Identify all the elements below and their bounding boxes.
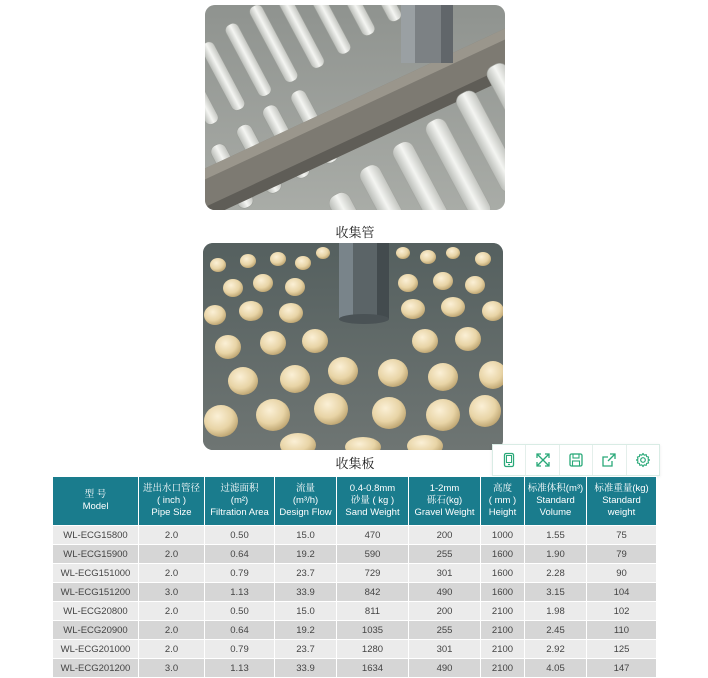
table-cell: 0.79 — [205, 564, 275, 583]
save-image-button[interactable] — [560, 445, 593, 475]
table-cell: WL-ECG151000 — [53, 564, 139, 583]
table-cell: 0.64 — [205, 545, 275, 564]
table-cell: 15.0 — [275, 526, 337, 545]
table-cell: 4.05 — [525, 659, 587, 678]
collector-pipes-image — [205, 5, 505, 210]
column-header — [337, 477, 409, 526]
column-header-en: Standard — [536, 495, 575, 506]
share-button[interactable] — [593, 445, 626, 475]
column-header — [587, 477, 657, 526]
table-row — [53, 621, 657, 640]
table-cell: 2.45 — [525, 621, 587, 640]
column-header-cn: 进出水口管径 — [142, 483, 200, 494]
table-cell: 33.9 — [275, 583, 337, 602]
table-row — [53, 564, 657, 583]
table-cell: 110 — [587, 621, 657, 640]
specification-table — [52, 476, 657, 678]
table-cell: 3.0 — [139, 583, 205, 602]
column-header-cn: 标准体积(m³) — [527, 483, 584, 494]
table-cell: 301 — [409, 564, 481, 583]
table-cell: 19.2 — [275, 545, 337, 564]
column-header-cn: 高度 — [492, 483, 512, 494]
column-header-en: 砾石(kg) — [426, 495, 463, 506]
column-header-en: (m²) — [230, 495, 249, 506]
column-header-en: ( mm ) — [488, 495, 517, 506]
column-header — [481, 477, 525, 526]
image-toolbar — [492, 444, 660, 476]
table-cell: 2.0 — [139, 526, 205, 545]
table-cell: 255 — [409, 621, 481, 640]
table-cell: 1.98 — [525, 602, 587, 621]
save-icon — [568, 452, 584, 468]
share-icon — [601, 452, 617, 468]
table-cell: WL-ECG20900 — [53, 621, 139, 640]
table-cell: 2.0 — [139, 564, 205, 583]
table-cell: 2100 — [481, 602, 525, 621]
table-cell: 200 — [409, 602, 481, 621]
column-header-en: (m³/h) — [292, 495, 319, 506]
settings-button[interactable] — [627, 445, 659, 475]
table-row — [53, 583, 657, 602]
table-cell: 1600 — [481, 564, 525, 583]
column-header-en: Sand Weight — [345, 507, 400, 518]
table-cell: 2.0 — [139, 602, 205, 621]
column-header-cn: 过滤面积 — [220, 483, 259, 494]
table-cell: 1000 — [481, 526, 525, 545]
table-body — [53, 526, 657, 678]
table-cell: 1035 — [337, 621, 409, 640]
table-cell: 2.28 — [525, 564, 587, 583]
table-cell: 200 — [409, 526, 481, 545]
table-cell: 90 — [587, 564, 657, 583]
table-cell: 2100 — [481, 659, 525, 678]
column-header — [53, 477, 139, 526]
column-header — [275, 477, 337, 526]
table-cell: 0.64 — [205, 621, 275, 640]
table-cell: WL-ECG20800 — [53, 602, 139, 621]
table-cell: 3.0 — [139, 659, 205, 678]
settings-icon — [635, 452, 651, 468]
table-cell: WL-ECG151200 — [53, 583, 139, 602]
column-header-en: Volume — [539, 507, 572, 518]
table-cell: 1280 — [337, 640, 409, 659]
tablet-view-button[interactable] — [493, 445, 526, 475]
table-cell: WL-ECG201200 — [53, 659, 139, 678]
table-cell: 147 — [587, 659, 657, 678]
table-cell: 79 — [587, 545, 657, 564]
column-header-en: Design Flow — [279, 507, 332, 518]
table-cell: WL-ECG15800 — [53, 526, 139, 545]
table-cell: 0.50 — [205, 526, 275, 545]
column-header-cn: 型 号 — [84, 489, 107, 500]
photo-caption-collector-pipes: 收集管 — [335, 225, 375, 240]
table-cell: 1.13 — [205, 583, 275, 602]
table-cell: 255 — [409, 545, 481, 564]
column-header — [525, 477, 587, 526]
column-header-cn: 流量 — [295, 483, 315, 494]
collector-plate-photo — [203, 243, 503, 450]
column-header-cn: 0.4-0.8mm — [349, 483, 396, 494]
table-row — [53, 659, 657, 678]
table-cell: 2100 — [481, 640, 525, 659]
table-cell: 2100 — [481, 621, 525, 640]
table-cell: 23.7 — [275, 564, 337, 583]
table-cell: 842 — [337, 583, 409, 602]
table-cell: 1600 — [481, 545, 525, 564]
column-header-en: Gravel Weight — [414, 507, 475, 518]
table-cell: 75 — [587, 526, 657, 545]
table-cell: 23.7 — [275, 640, 337, 659]
column-header-en: Standard — [602, 495, 641, 506]
column-header-en: Pipe Size — [151, 507, 192, 518]
table-cell: 102 — [587, 602, 657, 621]
table-cell: 729 — [337, 564, 409, 583]
table-cell: 19.2 — [275, 621, 337, 640]
table-header-row — [53, 477, 657, 526]
column-header-en: Filtration Area — [210, 507, 269, 518]
collector-plate-image — [203, 243, 503, 450]
table-cell: WL-ECG15900 — [53, 545, 139, 564]
table-cell: 490 — [409, 659, 481, 678]
table-cell: 33.9 — [275, 659, 337, 678]
column-header-en: Model — [82, 501, 109, 512]
table-row — [53, 545, 657, 564]
table-cell: 1600 — [481, 583, 525, 602]
fullscreen-button[interactable] — [526, 445, 559, 475]
table-row — [53, 640, 657, 659]
column-header — [409, 477, 481, 526]
tablet-icon — [501, 452, 517, 468]
table-cell: 0.50 — [205, 602, 275, 621]
table-row — [53, 602, 657, 621]
table-cell: 590 — [337, 545, 409, 564]
table-cell: 0.79 — [205, 640, 275, 659]
photo-caption-collector-plate: 收集板 — [335, 456, 375, 471]
table-cell: 811 — [337, 602, 409, 621]
column-header-en: ( inch ) — [156, 495, 187, 506]
table-cell: 301 — [409, 640, 481, 659]
table-cell: 15.0 — [275, 602, 337, 621]
collector-pipes-photo — [205, 5, 505, 210]
table-cell: WL-ECG201000 — [53, 640, 139, 659]
column-header-cn: 标准重量(kg) — [594, 483, 649, 494]
table-cell: 2.0 — [139, 545, 205, 564]
column-header-cn: 1-2mm — [429, 483, 460, 494]
table-cell: 490 — [409, 583, 481, 602]
table-cell: 2.0 — [139, 621, 205, 640]
table-cell: 104 — [587, 583, 657, 602]
column-header — [139, 477, 205, 526]
expand-icon — [535, 452, 551, 468]
table-cell: 1.55 — [525, 526, 587, 545]
table-cell: 1.13 — [205, 659, 275, 678]
table-cell: 1634 — [337, 659, 409, 678]
table-cell: 1.90 — [525, 545, 587, 564]
table-cell: 3.15 — [525, 583, 587, 602]
table-cell: 2.92 — [525, 640, 587, 659]
table-cell: 125 — [587, 640, 657, 659]
column-header-en: weight — [607, 507, 636, 518]
column-header-en: 砂量 ( kg ) — [350, 495, 395, 506]
table-cell: 470 — [337, 526, 409, 545]
table-cell: 2.0 — [139, 640, 205, 659]
column-header-en: Height — [488, 507, 517, 518]
table-row — [53, 526, 657, 545]
column-header — [205, 477, 275, 526]
